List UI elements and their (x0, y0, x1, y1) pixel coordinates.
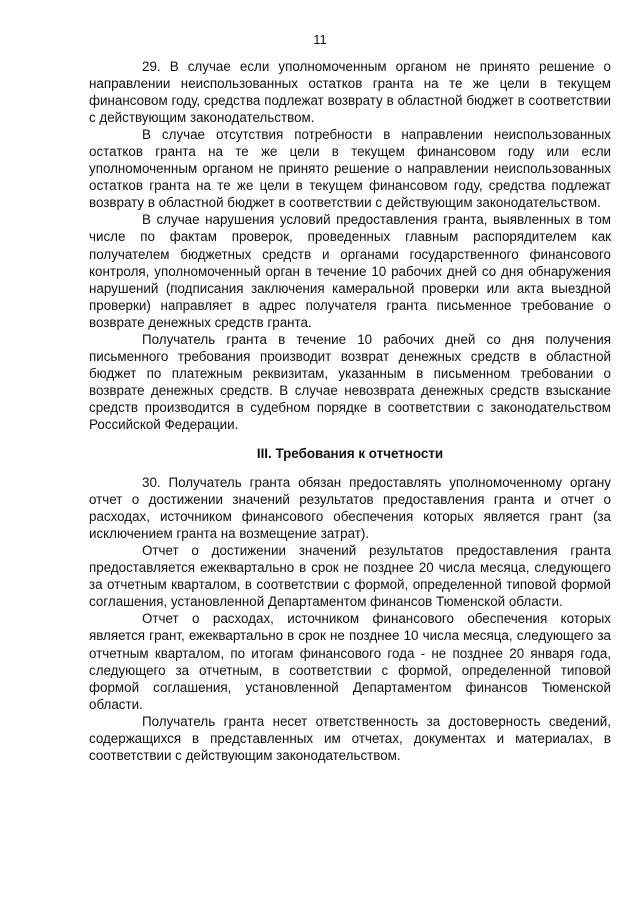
paragraph-results-report: Отчет о достижении значений результатов предоставления гранта предоставляется ежеквартально в срок не позднее 20 числа месяца, следующего за отчетным кварталом, в соответствии с формой, определенной типовой формой соглашения, установленной Департаментом финансов Тюменской области. (89, 543, 611, 610)
paragraph-violation: В случае нарушения условий предоставления гранта, выявленных в том числе по фактам проверок, проведенных главным распорядителем как получателем бюджетных средств и органами государственного финансового контроля, уполномоченный орган в течение 10 рабочих дней со дня обнаружения нарушений (подписания заключения камеральной проверки или акта выездной проверки) направляет в адрес получателя гранта письменное требование о возврате денежных средств гранта. (89, 212, 611, 330)
document-body (89, 58, 611, 764)
paragraph-no-need: В случае отсутствия потребности в направлении неиспользованных остатков гранта на те же цели в текущем финансовом году или если уполномоченным органом не принято решение о направлении неиспользованных остатков гранта на те же цели в текущем финансовом году, средства подлежат возврату в областной бюджет в соответствии с действующим законодательством. (89, 127, 611, 211)
paragraph-30: 30. Получатель гранта обязан предоставлять уполномоченному органу отчет о достижении значений результатов предоставления гранта и отчет о расходах, источником финансового обеспечения которых является грант (за исключением гранта на возмещение затрат). (89, 475, 611, 542)
paragraph-expenses-report: Отчет о расходах, источником финансового обеспечения которых является грант, ежеквартально в срок не позднее 10 числа месяца, следующего за отчетным кварталом, по итогам финансового года - не позднее 20 января года, следующего за отчетным, в соответствии с формой, определенной типовой формой соглашения, установленной Департаментом финансов Тюменской области. (89, 611, 611, 712)
page-number: 11 (313, 32, 327, 47)
paragraph-29: 29. В случае если уполномоченным органом не принято решение о направлении неиспользованных остатков гранта на те же цели в текущем финансовом году, средства подлежат возврату в областной бюджет в соответствии с действующим законодательством. (89, 59, 611, 126)
section-heading: III. Требования к отчетности (256, 446, 444, 462)
paragraph-responsibility: Получатель гранта несет ответственность за достоверность сведений, содержащихся в представленных им отчетах, документах и материалах, в соответствии с действующим законодательством. (89, 713, 611, 763)
paragraph-refund: Получатель гранта в течение 10 рабочих дней со дня получения письменного требования производит возврат денежных средств в областной бюджет по платежным реквизитам, указанным в письменном требовании о возврате денежных средств. В случае невозврата денежных средств взыскание средств производится в судебном порядке в соответствии с законодательством Российской Федерации. (89, 331, 611, 432)
